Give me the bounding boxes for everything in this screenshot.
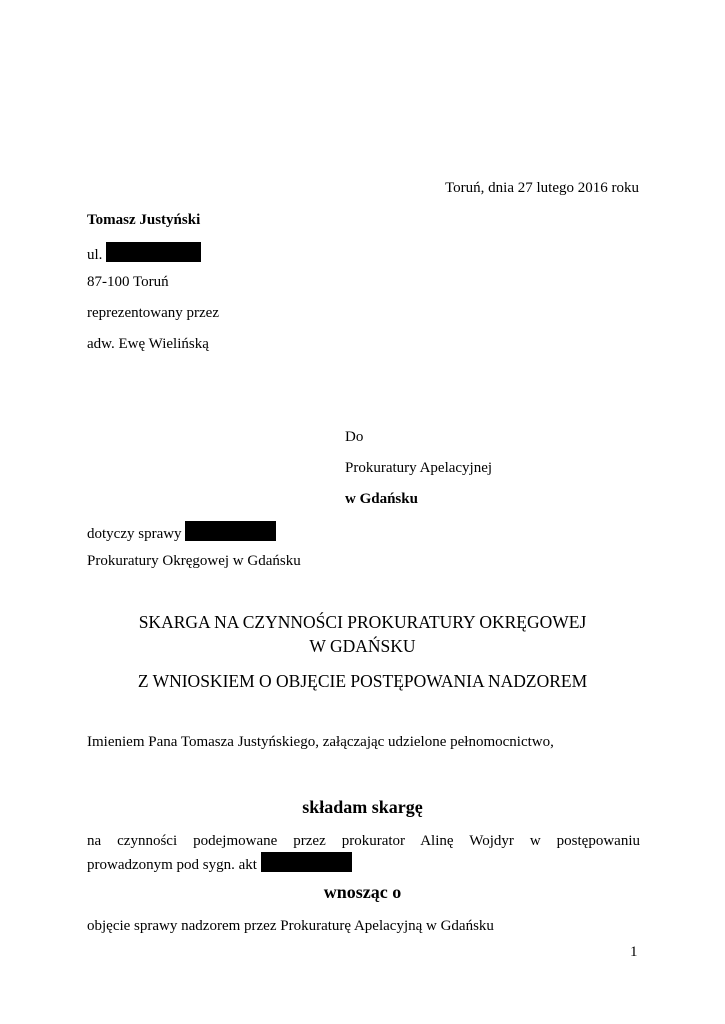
represented-by: reprezentowany przez [87,305,219,321]
title-line-1: SKARGA NA CZYNNOŚCI PROKURATURY OKRĘGOWEJ [138,612,587,632]
intro-paragraph: Imieniem Pana Tomasza Justyńskiego, załączając udzielone pełnomocnictwo, [87,734,554,750]
sender-name: Tomasz Justyński [87,212,201,228]
sender-city: 87-100 Toruń [87,274,169,290]
attorney-name: adw. Ewę Wielińską [87,336,209,352]
redacted-street [106,242,201,262]
request-heading: wnosząc o [323,882,402,902]
street-prefix: ul. [87,247,103,263]
complaint-text-line-2 [87,852,352,874]
complaint-heading: składam skargę [302,797,423,817]
sender-street [87,242,201,264]
title-line-3: Z WNIOSKIEM O OBJĘCIE POSTĘPOWANIA NADZOREM [137,671,588,691]
redacted-case-number [185,521,276,541]
recipient-location: w Gdańsku [345,491,418,507]
page-number: 1 [630,944,638,960]
request-text: objęcie sprawy nadzorem przez Prokuraturę Apelacyjną w Gdańsku [87,918,494,934]
date-line: Toruń, dnia 27 lutego 2016 roku [445,180,639,196]
case-reference [87,521,276,543]
case-signature-prefix: prowadzonym pod sygn. akt [87,857,257,873]
case-reference-office: Prokuratury Okręgowej w Gdańsku [87,553,301,569]
recipient-do: Do [345,429,364,445]
case-reference-prefix: dotyczy sprawy [87,526,182,542]
complaint-text-line-1: na czynności podejmowane przez prokurator Alinę Wojdyr w postępowaniu [87,833,640,849]
title-line-2: W GDAŃSKU [309,636,416,656]
redacted-case-signature [261,852,352,872]
recipient-office: Prokuratury Apelacyjnej [345,460,493,476]
